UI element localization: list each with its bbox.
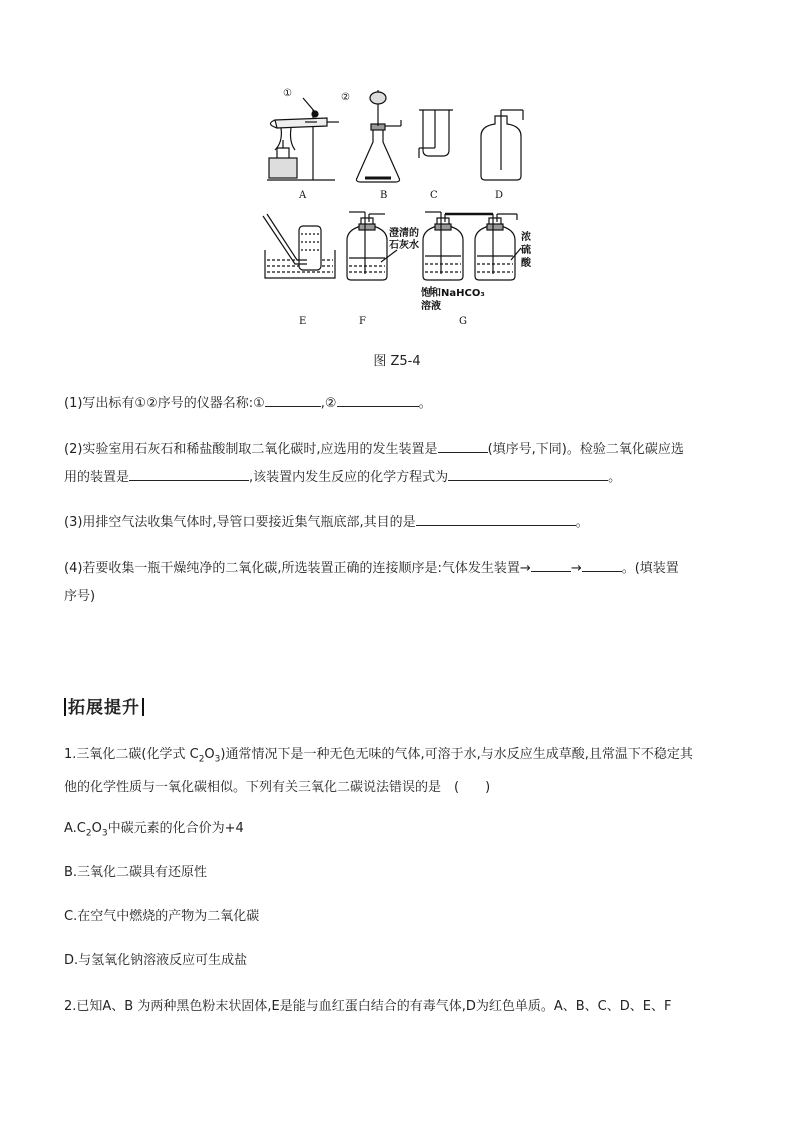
apparatus-a bbox=[267, 98, 339, 180]
q1-end: 。 bbox=[418, 396, 432, 411]
g-left-label-2: 溶液 bbox=[421, 301, 441, 312]
q1-blank-1[interactable] bbox=[265, 391, 321, 407]
opt-a-text: 中碳元素的化合价为+4 bbox=[107, 821, 244, 836]
opt-a-sub2: 3 bbox=[101, 828, 108, 839]
p1-sub1: 2 bbox=[198, 754, 205, 765]
p1-line1b: )通常情况下是一种无色无味的气体,可溶于水,与水反应生成草酸,且常温下不稳定其 bbox=[220, 747, 693, 762]
g-right-label-3: 酸 bbox=[521, 258, 531, 269]
q4-line1: (4)若要收集一瓶干燥纯净的二氧化碳,所选装置正确的连接顺序是:气体发生装置→ bbox=[64, 561, 531, 576]
label-f: F bbox=[359, 316, 366, 327]
section-heading bbox=[62, 693, 146, 718]
q2-blank-1[interactable] bbox=[438, 437, 488, 453]
apparatus-c bbox=[419, 110, 453, 158]
q2-blank-2[interactable] bbox=[129, 465, 249, 481]
q2-blank-3[interactable] bbox=[448, 465, 608, 481]
problem-2: 2.已知A、B 为两种黑色粉末状固体,E是能与血红蛋白结合的有毒气体,D为红色单质。A、B、C、D、E、F bbox=[64, 999, 672, 1014]
q1-text: (1)写出标有①②序号的仪器名称:① bbox=[64, 396, 265, 411]
apparatus-d bbox=[481, 110, 523, 180]
q2-line2b: ,该装置内发生反应的化学方程式为 bbox=[249, 470, 449, 485]
q2-line1b: (填序号,下同)。检验二氧化碳应选 bbox=[487, 442, 684, 457]
apparatus-b bbox=[357, 90, 402, 182]
heading-bar-left bbox=[64, 698, 66, 716]
option-a[interactable] bbox=[64, 815, 734, 848]
question-3 bbox=[64, 509, 734, 537]
q2-line1: (2)实验室用石灰石和稀盐酸制取二氧化碳时,应选用的发生装置是 bbox=[64, 442, 438, 457]
opt-a-sub1: 2 bbox=[85, 828, 92, 839]
q1-sep: ,② bbox=[320, 396, 337, 411]
option-b[interactable]: B.三氧化二碳具有还原性 bbox=[64, 865, 208, 880]
q4-line1b: 。(填装置 bbox=[621, 561, 679, 576]
q1-blank-2[interactable] bbox=[337, 391, 419, 407]
apparatus-e bbox=[263, 214, 335, 278]
marker-2: ② bbox=[341, 92, 350, 103]
problem-1 bbox=[64, 741, 734, 802]
p1-sub2: 3 bbox=[214, 754, 221, 765]
q2-line2a: 用的装置是 bbox=[64, 470, 130, 485]
q4-line2: 序号) bbox=[64, 589, 96, 604]
q4-blank-2[interactable] bbox=[582, 556, 622, 572]
label-a: A bbox=[299, 190, 307, 201]
figure-caption: 图 Z5-4 bbox=[373, 354, 421, 369]
option-d[interactable]: D.与氢氧化钠溶液反应可生成盐 bbox=[64, 953, 248, 968]
label-d: D bbox=[495, 190, 504, 201]
q3-end: 。 bbox=[575, 515, 589, 530]
g-right-label-1: 浓 bbox=[521, 232, 531, 243]
question-4 bbox=[64, 555, 734, 611]
q3-blank[interactable] bbox=[416, 510, 576, 526]
p1-line2: 他的化学性质与一氧化碳相似。下列有关三氧化二碳说法错误的是 ( ) bbox=[64, 779, 491, 795]
question-1 bbox=[64, 390, 734, 418]
opt-a-prefix: A.C bbox=[64, 821, 86, 836]
f-liquid-label-1: 澄清的 bbox=[389, 228, 419, 239]
label-g: G bbox=[459, 316, 467, 327]
question-2 bbox=[64, 436, 734, 492]
label-e: E bbox=[299, 316, 307, 327]
apparatus-diagram bbox=[255, 80, 545, 330]
q4-blank-1[interactable] bbox=[531, 556, 571, 572]
option-c[interactable]: C.在空气中燃烧的产物为二氧化碳 bbox=[64, 909, 260, 924]
p1-line1a: 1.三氧化二碳(化学式 C bbox=[64, 747, 199, 762]
f-liquid-label-2: 石灰水 bbox=[389, 240, 419, 251]
section-title-text: 拓展提升 bbox=[68, 698, 140, 718]
q3-text: (3)用排空气法收集气体时,导管口要接近集气瓶底部,其目的是 bbox=[64, 515, 416, 530]
apparatus-figure bbox=[255, 80, 545, 330]
label-b: B bbox=[380, 190, 388, 201]
g-left-label-1: 饱和NaHCO₃ bbox=[421, 288, 485, 299]
q2-end: 。 bbox=[608, 470, 622, 485]
apparatus-g bbox=[423, 212, 521, 294]
p1-mid1: O bbox=[204, 747, 215, 762]
q4-arrow: → bbox=[570, 561, 582, 576]
g-right-label-2: 硫 bbox=[521, 245, 531, 256]
opt-a-mid: O bbox=[91, 821, 102, 836]
label-c: C bbox=[430, 190, 438, 201]
heading-bar-right bbox=[142, 698, 144, 716]
marker-1: ① bbox=[283, 88, 292, 99]
